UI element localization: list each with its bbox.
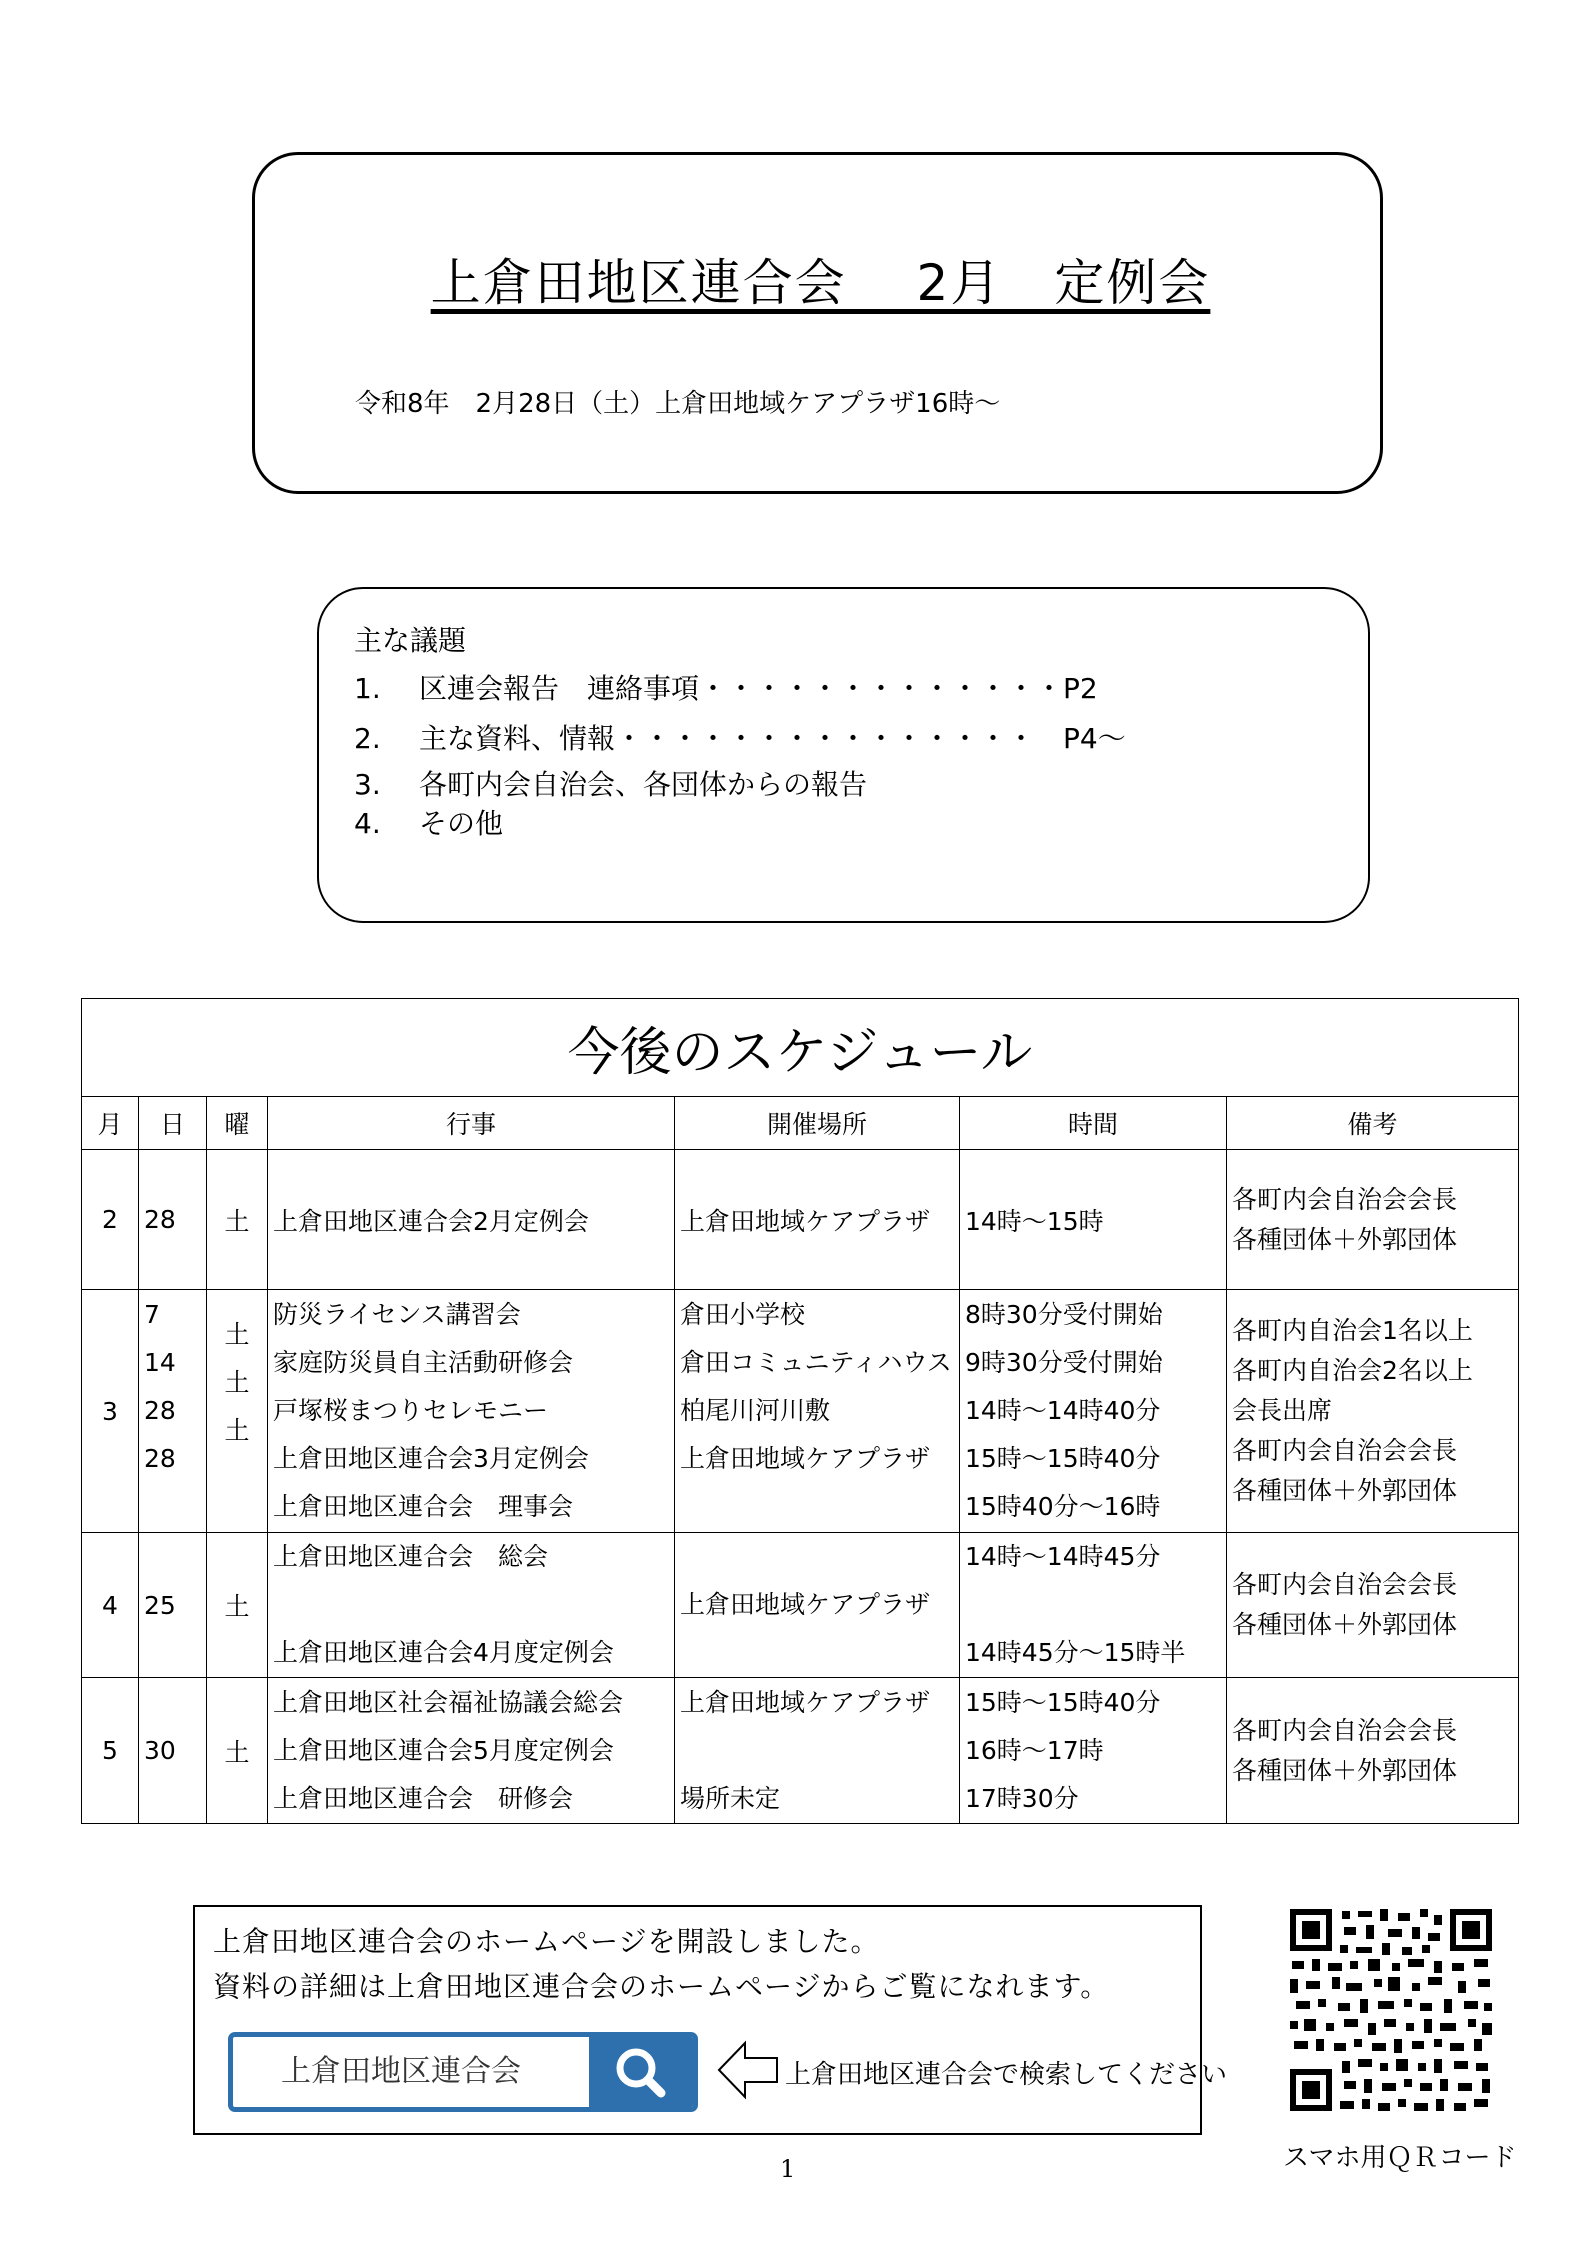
- table-row: [82, 1150, 1519, 1290]
- note-line: 各種団体＋外郭団体: [1232, 1755, 1458, 1785]
- place-line: 上倉田地域ケアプラザ: [680, 1444, 931, 1473]
- day-line: 14: [144, 1348, 176, 1377]
- event-cell: [268, 1290, 675, 1533]
- qr-caption: スマホ用ＱＲコード: [1283, 2143, 1517, 2173]
- weekday-cell: [207, 1290, 268, 1533]
- month-cell: 3: [82, 1290, 139, 1533]
- place-line: 倉田小学校: [680, 1300, 806, 1329]
- col-header-event: 行事: [268, 1097, 675, 1150]
- schedule-header-row: [82, 1097, 1519, 1150]
- agenda-item: [354, 667, 1098, 707]
- weekday-cell: 土: [207, 1678, 268, 1824]
- time-line: [965, 1581, 1221, 1629]
- agenda-item-number: 1.: [354, 672, 381, 705]
- event-line: 上倉田地区連合会 総会: [273, 1542, 549, 1571]
- time-line: 15時～15時40分: [965, 1687, 1161, 1717]
- agenda-item-text: 区連会報告 連絡事項・・・・・・・・・・・・・P2: [419, 672, 1098, 705]
- event-line: [273, 1581, 669, 1629]
- day-line: 7: [144, 1300, 160, 1329]
- col-header-notes: 備考: [1227, 1097, 1519, 1150]
- time-line: 15時40分～16時: [965, 1492, 1161, 1521]
- event-line: 上倉田地区社会福祉協議会総会: [273, 1687, 624, 1717]
- agenda-item-number: 2.: [354, 722, 381, 755]
- weekday-line: 土: [224, 1416, 250, 1445]
- weekday-line: 土: [224, 1320, 250, 1349]
- agenda-item: [354, 717, 1126, 757]
- search-button[interactable]: [589, 2037, 693, 2107]
- day-cell: 30: [139, 1678, 207, 1824]
- title-box: [252, 152, 1383, 494]
- note-line: 各町内会自治会会長: [1232, 1184, 1458, 1214]
- time-cell: [960, 1533, 1227, 1678]
- agenda-item-text: その他: [419, 807, 504, 840]
- day-cell: 25: [139, 1533, 207, 1678]
- note-line: 各町内会自治会会長: [1232, 1715, 1458, 1745]
- place-line: [680, 1727, 954, 1775]
- col-header-time: 時間: [960, 1097, 1227, 1150]
- event-line: 上倉田地区連合会 研修会: [273, 1783, 574, 1813]
- search-box[interactable]: [228, 2032, 698, 2112]
- event-line: 上倉田地区連合会 理事会: [273, 1492, 574, 1521]
- weekday-cell: 土: [207, 1150, 268, 1290]
- search-hint: 上倉田地区連合会で検索してください: [785, 2060, 1228, 2090]
- weekday-cell: 土: [207, 1533, 268, 1678]
- page-number: 1: [780, 2155, 796, 2183]
- agenda-item-number: 3.: [354, 768, 381, 801]
- notes-cell: [1227, 1533, 1519, 1678]
- event-line: 家庭防災員自主活動研修会: [273, 1348, 574, 1377]
- agenda-item-number: 4.: [354, 807, 381, 840]
- notes-cell: [1227, 1290, 1519, 1533]
- month-cell: 2: [82, 1150, 139, 1290]
- notes-cell: [1227, 1678, 1519, 1824]
- time-line: 17時30分: [965, 1783, 1079, 1813]
- day-cell: 28: [139, 1150, 207, 1290]
- place-line: [680, 1629, 954, 1677]
- agenda-heading: 主な議題: [354, 624, 467, 657]
- place-cell: [675, 1533, 960, 1678]
- note-line: 各種団体＋外郭団体: [1232, 1476, 1458, 1505]
- time-cell: 14時～15時: [960, 1150, 1227, 1290]
- col-header-month: 月: [82, 1097, 139, 1150]
- agenda-box: [317, 587, 1370, 923]
- homepage-line-1: 上倉田地区連合会のホームページを開設しました。: [213, 1925, 880, 1958]
- day-line: 28: [144, 1396, 176, 1425]
- month-cell: 5: [82, 1678, 139, 1824]
- note-line: 各種団体＋外郭団体: [1232, 1224, 1458, 1254]
- place-line: 場所未定: [680, 1783, 781, 1813]
- col-header-place: 開催場所: [675, 1097, 960, 1150]
- qr-code[interactable]: [1288, 1907, 1494, 2113]
- notes-cell: [1227, 1150, 1519, 1290]
- event-cell: [268, 1678, 675, 1824]
- search-box-text: 上倉田地区連合会: [281, 2054, 521, 2089]
- time-line: 15時～15時40分: [965, 1444, 1161, 1473]
- day-cell: [139, 1290, 207, 1533]
- time-line: 16時～17時: [965, 1735, 1104, 1765]
- table-row: [82, 1533, 1519, 1678]
- time-line: 14時45分～15時半: [965, 1638, 1186, 1667]
- arrow-left-icon: [717, 2040, 779, 2100]
- place-line: 倉田コミュニティハウス: [680, 1348, 952, 1377]
- homepage-line-2: 資料の詳細は上倉田地区連合会のホームページからご覧になれます。: [213, 1970, 1110, 2003]
- day-line: 28: [144, 1444, 176, 1473]
- place-line: 柏尾川河川敷: [680, 1396, 831, 1425]
- page-title: 上倉田地区連合会 2月 定例会: [430, 254, 1211, 312]
- note-line: 各町内自治会2名以上: [1232, 1356, 1473, 1385]
- time-cell: [960, 1678, 1227, 1824]
- note-line: 各種団体＋外郭団体: [1232, 1610, 1458, 1639]
- table-row: [82, 1678, 1519, 1824]
- place-cell: [675, 1678, 960, 1824]
- place-cell: 上倉田地域ケアプラザ: [675, 1150, 960, 1290]
- time-line: 8時30分受付開始: [965, 1300, 1163, 1329]
- col-header-day: 日: [139, 1097, 207, 1150]
- agenda-item: [354, 802, 503, 842]
- table-row: [82, 1290, 1519, 1533]
- time-line: 9時30分受付開始: [965, 1348, 1163, 1377]
- time-line: 14時～14時40分: [965, 1396, 1161, 1425]
- place-line: [680, 1533, 954, 1581]
- event-line: 上倉田地区連合会3月定例会: [273, 1444, 589, 1473]
- agenda-item-text: 主な資料、情報・・・・・・・・・・・・・・・ P4～: [419, 722, 1126, 755]
- place-line: 上倉田地域ケアプラザ: [680, 1687, 931, 1717]
- meeting-datetime: 令和8年 2月28日（土）上倉田地域ケアプラザ16時～: [355, 389, 1001, 419]
- time-line: 14時～14時45分: [965, 1542, 1161, 1571]
- agenda-item: [354, 763, 867, 803]
- event-line: 上倉田地区連合会4月度定例会: [273, 1638, 614, 1667]
- agenda-item-text: 各町内会自治会、各団体からの報告: [419, 768, 868, 801]
- homepage-notice: [193, 1905, 1228, 2135]
- event-line: 防災ライセンス講習会: [273, 1300, 521, 1329]
- note-line: 各町内会自治会会長: [1232, 1570, 1458, 1599]
- place-cell: [675, 1290, 960, 1533]
- event-line: 上倉田地区連合会5月度定例会: [273, 1735, 614, 1765]
- schedule-table: [81, 998, 1519, 1824]
- event-line: 戸塚桜まつりセレモニー: [273, 1396, 549, 1425]
- time-cell: [960, 1290, 1227, 1533]
- schedule-title: 今後のスケジュール: [82, 999, 1519, 1097]
- note-line: 各町内会自治会会長: [1232, 1436, 1458, 1465]
- place-line: 上倉田地域ケアプラザ: [680, 1590, 931, 1619]
- month-cell: 4: [82, 1533, 139, 1678]
- note-line: 会長出席: [1232, 1396, 1333, 1425]
- event-cell: 上倉田地区連合会2月定例会: [268, 1150, 675, 1290]
- magnifier-icon: [589, 2037, 693, 2107]
- weekday-line: 土: [224, 1368, 250, 1397]
- col-header-weekday: 曜: [207, 1097, 268, 1150]
- note-line: 各町内自治会1名以上: [1232, 1316, 1473, 1345]
- event-cell: [268, 1533, 675, 1678]
